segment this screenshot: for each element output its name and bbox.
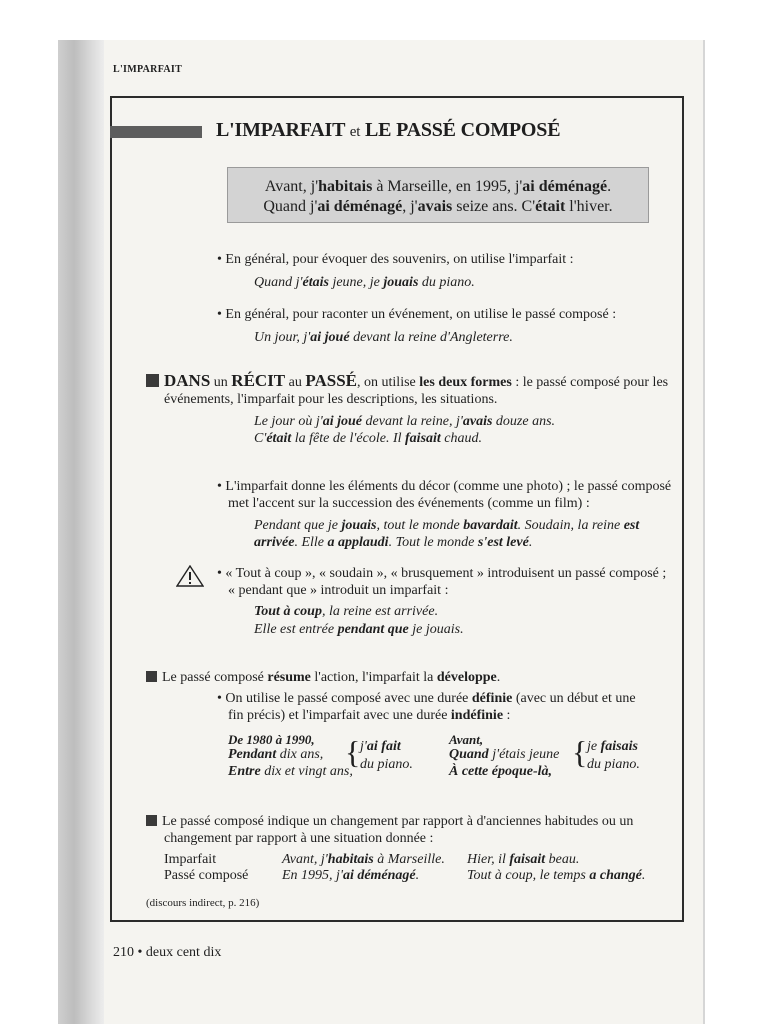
example-line-1: Avant, j'habitais à Marseille, en 1995, j'ai déménagé. bbox=[264, 178, 612, 195]
lesson-title bbox=[216, 119, 560, 142]
right-brace: { bbox=[572, 734, 588, 770]
title-marker-bar bbox=[110, 126, 202, 138]
table-label-imparfait: Imparfait bbox=[164, 852, 217, 867]
title-part-2: LE PASSÉ COMPOSÉ bbox=[364, 119, 561, 141]
section-square-icon bbox=[146, 374, 159, 387]
section-square-icon bbox=[146, 671, 157, 682]
warning-line-2: « pendant que » introduit un imparfait : bbox=[228, 583, 449, 598]
decor-example-2: arrivée. Elle a applaudi. Tout le monde s'est levé. bbox=[254, 535, 533, 550]
decor-line-2: met l'accent sur la succession des événements (comme un film) : bbox=[228, 496, 590, 511]
duration-left-verb: j'ai fait bbox=[360, 739, 401, 754]
duration-left-row-2: Pendant dix ans, bbox=[228, 747, 324, 762]
left-brace: { bbox=[345, 734, 361, 770]
duration-left-row-1: De 1980 à 1990, bbox=[228, 732, 315, 747]
changement-line-2: changement par rapport à une situation donnée : bbox=[164, 831, 434, 846]
recit-line-2: événements, l'imparfait pour les descriptions, les situations. bbox=[164, 392, 498, 407]
book-binding-shadow bbox=[58, 40, 104, 1024]
page-footer: 210 • deux cent dix bbox=[113, 945, 222, 960]
table-passe-example-a: En 1995, j'ai déménagé. bbox=[282, 868, 420, 883]
duration-right-row-3: À cette époque-là, bbox=[449, 764, 553, 779]
resume-line-1: • On utilise le passé composé avec une durée définie (avec un début et une bbox=[217, 691, 636, 706]
title-part-1: L'IMPARFAIT bbox=[216, 119, 345, 141]
duration-right-row-2: Quand j'étais jeune bbox=[449, 747, 560, 762]
duration-left-row-3: Entre dix et vingt ans, bbox=[228, 764, 353, 779]
warning-example-1: Tout à coup, la reine est arrivée. bbox=[254, 604, 439, 619]
chapter-header: L'IMPARFAIT bbox=[113, 64, 183, 75]
rule-souvenirs: • En général, pour évoquer des souvenirs, on utilise l'imparfait : bbox=[217, 252, 574, 267]
duration-right-row-1: Avant, bbox=[449, 732, 484, 747]
warning-example-2: Elle est entrée pendant que je jouais. bbox=[254, 622, 464, 637]
resume-line-2: fin précis) et l'imparfait avec une durée indéfinie : bbox=[228, 708, 511, 723]
footnote: (discours indirect, p. 216) bbox=[146, 897, 260, 909]
duration-right-object: du piano. bbox=[587, 757, 640, 772]
table-label-passe-compose: Passé composé bbox=[164, 868, 249, 883]
table-imparfait-example-b: Hier, il faisait beau. bbox=[467, 852, 580, 867]
duration-left-object: du piano. bbox=[360, 757, 413, 772]
recit-example-1: Le jour où j'ai joué devant la reine, j'avais douze ans. bbox=[254, 414, 556, 429]
table-passe-example-b: Tout à coup, le temps a changé. bbox=[467, 868, 646, 883]
example-line-2: Quand j'ai déménagé, j'avais seize ans. C'était l'hiver. bbox=[263, 198, 613, 215]
title-conjunction: et bbox=[349, 124, 361, 140]
recit-heading: DANS un RÉCIT au PASSÉ, on utilise les deux formes : le passé composé pour les bbox=[146, 372, 668, 391]
warning-line-1: • « Tout à coup », « soudain », « brusquement » introduisent un passé composé ; bbox=[217, 566, 667, 581]
section-square-icon bbox=[146, 815, 157, 826]
rule-evenement: • En général, pour raconter un événement, on utilise le passé composé : bbox=[217, 307, 617, 322]
rule-souvenirs-example: Quand j'étais jeune, je jouais du piano. bbox=[254, 275, 475, 290]
changement-line-1: Le passé composé indique un changement par rapport à d'anciennes habitudes ou un bbox=[146, 813, 633, 830]
decor-line-1: • L'imparfait donne les éléments du décor (comme une photo) ; le passé composé bbox=[217, 479, 672, 494]
rule-evenement-example: Un jour, j'ai joué devant la reine d'Angleterre. bbox=[254, 330, 513, 345]
decor-example-1: Pendant que je jouais, tout le monde bavardait. Soudain, la reine est bbox=[254, 518, 640, 533]
table-imparfait-example-a: Avant, j'habitais à Marseille. bbox=[282, 852, 445, 867]
recit-example-2: C'était la fête de l'école. Il faisait chaud. bbox=[254, 431, 483, 446]
page-edge bbox=[703, 40, 705, 1024]
resume-heading: Le passé composé résume l'action, l'imparfait la développe. bbox=[146, 669, 500, 686]
warning-icon bbox=[176, 565, 204, 587]
duration-right-verb: je faisais bbox=[587, 739, 638, 754]
example-box bbox=[227, 167, 649, 223]
